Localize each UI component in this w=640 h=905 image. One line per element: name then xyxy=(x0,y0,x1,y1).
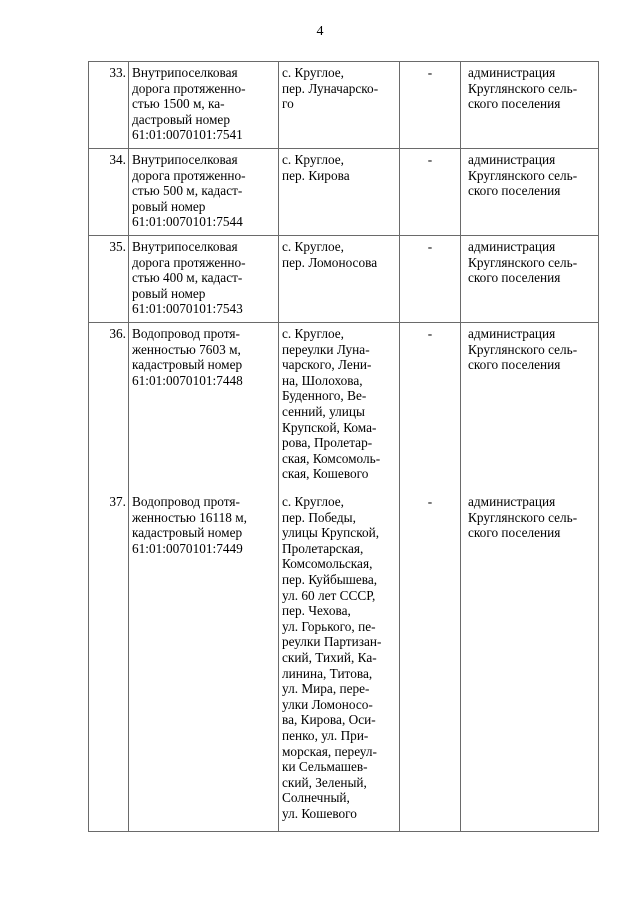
empty-mark: - xyxy=(400,149,461,236)
row-number: 34. xyxy=(89,149,129,236)
object-address: с. Круглое, пер. Кирова xyxy=(279,149,400,236)
row-number: 36. xyxy=(89,323,129,492)
object-address: с. Круглое, пер. Луначарско- го xyxy=(279,62,400,149)
empty-mark: - xyxy=(400,323,461,492)
table-row-37 xyxy=(89,491,599,832)
object-owner: администрация Круглянского сель- ского поселения xyxy=(461,62,599,149)
object-address: с. Круглое, пер. Победы, улицы Крупской, Пролетарская, Комсомольская, пер. Куйбышева, ул. 60 лет СССР, пер. Чехова, ул. Горького, пе- реулки Партизан- ский, Тихий, Ка- линина, Титова, ул. Мира, пере- улки Ломоносо- ва, Кирова, Оси- пенко, ул. При- морская, переул- ки Сельмашев- ский, Зеленый, Солнечный, ул. Кошевого xyxy=(279,491,400,832)
object-description: Водопровод протя- женностью 7603 м, кадастровый номер 61:01:0070101:7448 xyxy=(129,323,279,492)
empty-mark: - xyxy=(400,491,461,832)
object-address: с. Круглое, переулки Луна- чарского, Лени- на, Шолохова, Буденного, Ве- сенний, улицы Крупской, Кома- рова, Пролетар- ская, Комсомоль- ская, Кошевого xyxy=(279,323,400,492)
object-owner: администрация Круглянского сель- ского поселения xyxy=(461,491,599,832)
object-description: Внутрипоселковая дорога протяженно- стью 1500 м, ка- дастровый номер 61:01:0070101:7541 xyxy=(129,62,279,149)
table-row-35 xyxy=(89,236,599,323)
row-number: 37. xyxy=(89,491,129,832)
object-description: Водопровод протя- женностью 16118 м, кадастровый номер 61:01:0070101:7449 xyxy=(129,491,279,832)
page-number: 4 xyxy=(316,24,324,39)
table-row-34 xyxy=(89,149,599,236)
object-description: Внутрипоселковая дорога протяженно- стью 500 м, кадаст- ровый номер 61:01:0070101:7544 xyxy=(129,149,279,236)
table-row-36 xyxy=(89,323,599,492)
row-number: 35. xyxy=(89,236,129,323)
empty-mark: - xyxy=(400,236,461,323)
object-address: с. Круглое, пер. Ломоносова xyxy=(279,236,400,323)
registry-table xyxy=(88,61,599,832)
object-owner: администрация Круглянского сель- ского поселения xyxy=(461,323,599,492)
table-row-33 xyxy=(89,62,599,149)
object-description: Внутрипоселковая дорога протяженно- стью 400 м, кадаст- ровый номер 61:01:0070101:7543 xyxy=(129,236,279,323)
object-owner: администрация Круглянского сель- ского поселения xyxy=(461,236,599,323)
row-number: 33. xyxy=(89,62,129,149)
object-owner: администрация Круглянского сель- ского поселения xyxy=(461,149,599,236)
empty-mark: - xyxy=(400,62,461,149)
